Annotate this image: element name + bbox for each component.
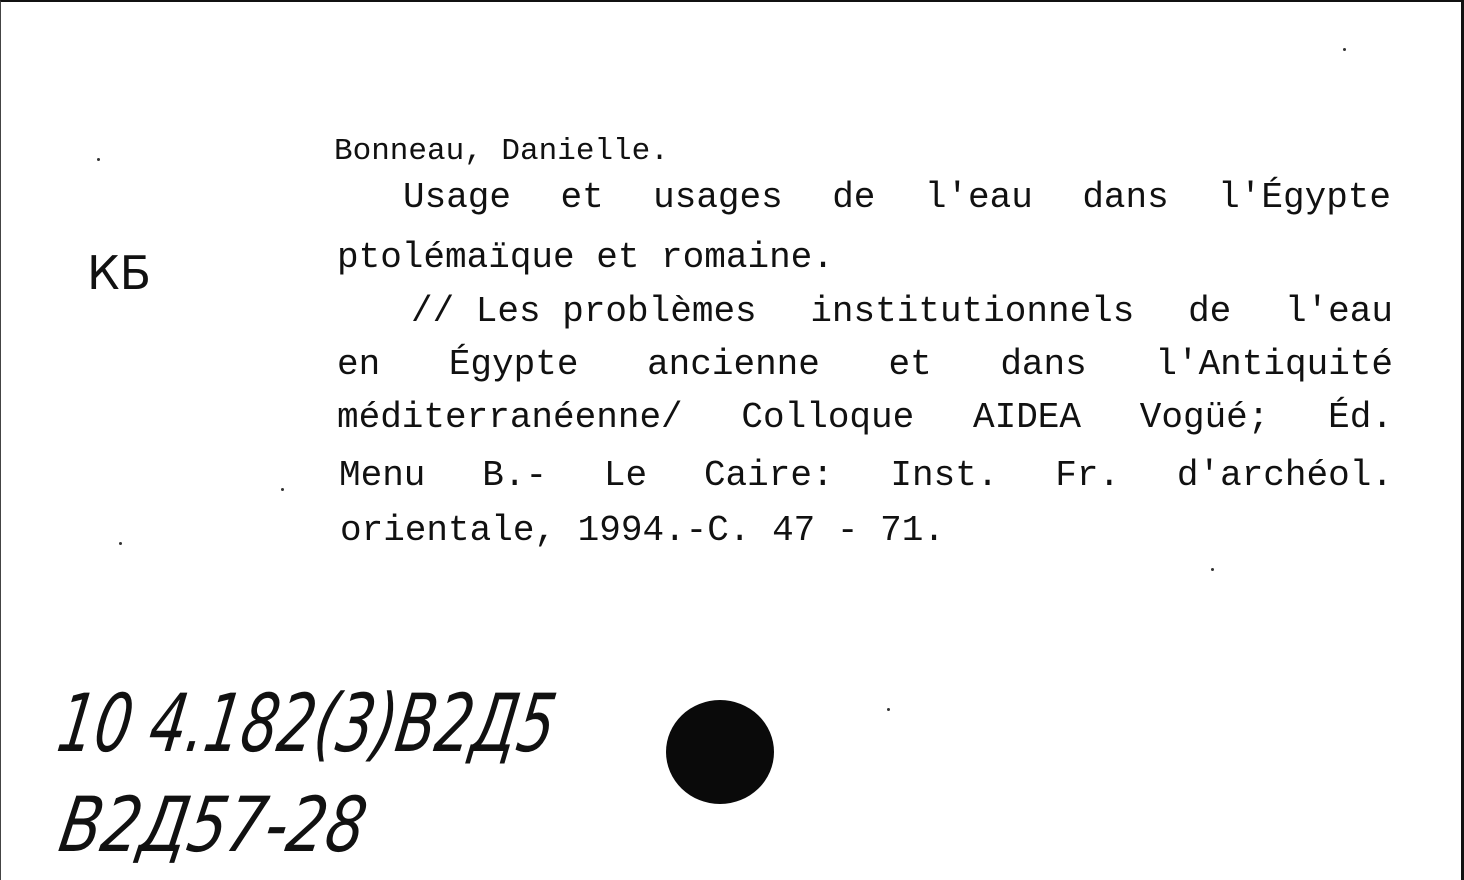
word: usages xyxy=(653,177,783,218)
shelf-number-1: 10 4.182(3)B2Д5 xyxy=(51,677,563,770)
dust-speck xyxy=(887,708,890,711)
dust-speck xyxy=(281,488,284,491)
word: en xyxy=(337,344,381,385)
imprint-line-1 xyxy=(339,455,1393,496)
shelf-number-2: B2Д57-28 xyxy=(53,780,374,869)
series-line-3 xyxy=(337,397,1393,438)
dust-speck xyxy=(119,542,122,545)
word: AIDEA xyxy=(972,397,1082,438)
word: Égypte xyxy=(448,344,579,385)
title-line-2: ptolémaïque et romaine. xyxy=(337,237,834,278)
word: dans xyxy=(1000,344,1087,385)
imprint-line-2: orientale, 1994.-C. 47 - 71. xyxy=(340,510,945,551)
author-heading: Bonneau, Danielle. xyxy=(334,134,669,169)
word: l'Antiquité xyxy=(1155,344,1393,385)
word: Usage xyxy=(403,177,512,218)
word: Éd. xyxy=(1328,397,1393,438)
word: Caire: xyxy=(703,455,834,496)
series-line-1 xyxy=(411,291,1393,332)
word: Fr. xyxy=(1055,455,1121,496)
word: // Les problèmes xyxy=(411,291,757,332)
word: méditerranéenne/ xyxy=(337,397,683,438)
word: Inst. xyxy=(890,455,999,496)
word: l'eau xyxy=(924,177,1033,218)
word: et xyxy=(560,177,604,218)
dust-speck xyxy=(1343,48,1346,51)
word: Colloque xyxy=(741,397,915,438)
word: l'Égypte xyxy=(1218,177,1391,218)
dust-speck xyxy=(97,158,100,161)
word: et xyxy=(888,344,932,385)
word: institutionnels xyxy=(810,291,1135,332)
series-line-2 xyxy=(337,344,1393,385)
title-line-1 xyxy=(403,177,1391,218)
word: de xyxy=(1188,291,1232,332)
word: d'archéol. xyxy=(1176,455,1393,496)
word: Le xyxy=(603,455,648,496)
punch-hole xyxy=(666,700,774,804)
call-mark: КБ xyxy=(87,246,152,300)
word: Vogüé; xyxy=(1139,397,1270,438)
word: ancienne xyxy=(647,344,820,385)
word: l'eau xyxy=(1284,291,1393,332)
dust-speck xyxy=(1211,568,1214,571)
word: dans xyxy=(1082,177,1169,218)
word: Menu xyxy=(339,455,426,496)
word: de xyxy=(832,177,876,218)
word: B.- xyxy=(482,455,548,496)
